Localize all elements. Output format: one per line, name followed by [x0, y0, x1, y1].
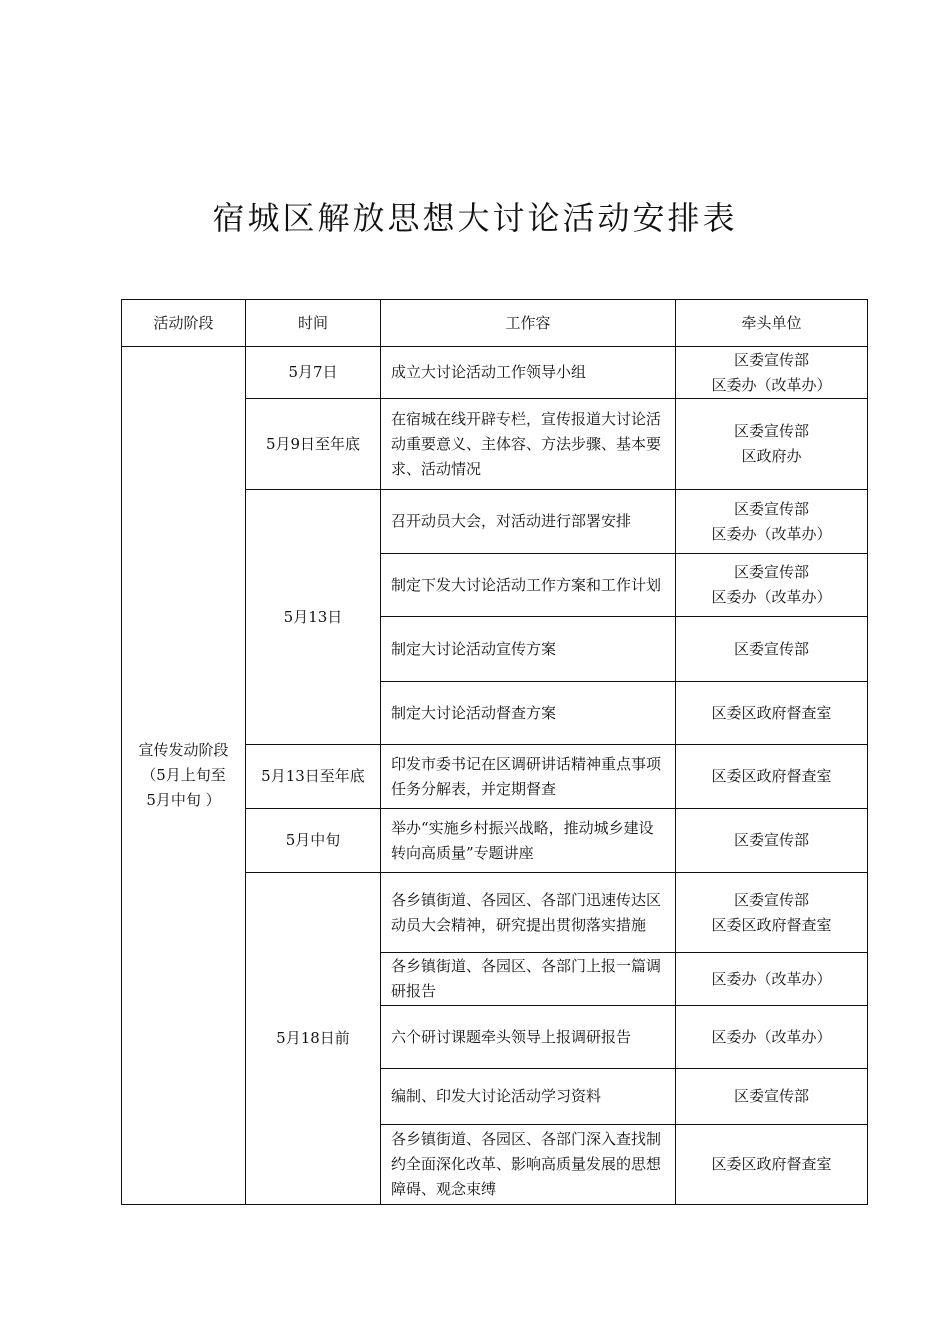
lead-unit: 区委办（改革办）: [711, 524, 832, 543]
content-cell: 各乡镇街道、各园区、各部门迅速传达区动员大会精神，研究提出贯彻落实措施: [381, 873, 676, 953]
lead-unit: 区委宣传部: [733, 639, 809, 658]
lead-cell: [676, 1069, 868, 1125]
lead-unit: 区委办（改革办）: [711, 1027, 832, 1046]
content-cell: 各乡镇街道、各园区、各部门深入查找制约全面深化改革、影响高质量发展的思想障碍、观念束缚: [381, 1125, 676, 1205]
lead-unit: 区委宣传部: [733, 499, 809, 518]
lead-cell: [676, 399, 868, 490]
lead-unit: 区委宣传部: [733, 831, 809, 849]
lead-unit: 区委宣传部: [733, 1087, 809, 1105]
table-row: [122, 347, 868, 399]
lead-unit: 区委宣传部: [733, 890, 809, 909]
content-cell: 成立大讨论活动工作领导小组: [381, 347, 676, 399]
lead-cell: [676, 347, 868, 399]
content-cell: 六个研讨课题牵头领导上报调研报告: [381, 1006, 676, 1069]
lead-cell: [676, 953, 868, 1006]
header-row: [122, 300, 868, 347]
content-cell: 在宿城在线开辟专栏，宣传报道大讨论活动重要意义、主体容、方法步骤、基本要求、活动情况: [381, 399, 676, 490]
lead-unit: 区委区政府督查室: [711, 703, 832, 722]
lead-unit: 区委区政府督查室: [711, 767, 832, 785]
lead-cell: [676, 1006, 868, 1069]
content-cell: 各乡镇街道、各园区、各部门上报一篇调研报告: [381, 953, 676, 1006]
page-title: 宿城区解放思想大讨论活动安排表: [212, 199, 738, 237]
content-cell: 制定大讨论活动督查方案: [381, 682, 676, 745]
lead-cell: [676, 1125, 868, 1205]
header-stage: 活动阶段: [122, 300, 246, 347]
stage-label-line: 5月中旬 ）: [146, 791, 221, 809]
lead-unit: 区委办（改革办）: [711, 375, 832, 394]
stage-label-line: 宣传发动阶段: [138, 741, 229, 759]
lead-cell: [676, 682, 868, 745]
header-time: 时间: [246, 300, 381, 347]
lead-unit: 区委办（改革办）: [711, 588, 832, 606]
lead-unit: 区委区政府督查室: [711, 915, 832, 934]
stage-label-line: （5月上旬至: [141, 766, 226, 784]
lead-unit: 区委区政府督查室: [711, 1155, 832, 1173]
schedule-table: [121, 299, 868, 1205]
lead-cell: [676, 809, 868, 873]
content-cell: 制定下发大讨论活动工作方案和工作计划: [381, 554, 676, 617]
time-cell: 5月9日至年底: [246, 399, 381, 490]
lead-unit: 区委办（改革办）: [711, 969, 832, 988]
header-content: 工作容: [381, 300, 676, 347]
lead-unit: 区委宣传部: [733, 350, 809, 369]
time-cell: 5月13日至年底: [246, 745, 381, 809]
content-cell: 制定大讨论活动宣传方案: [381, 617, 676, 682]
time-cell: 5月中旬: [246, 809, 381, 873]
header-lead: 牵头单位: [676, 300, 868, 347]
lead-cell: [676, 490, 868, 554]
time-cell: 5月13日: [246, 490, 381, 745]
lead-unit: 区委宣传部: [733, 422, 809, 440]
lead-unit: 区委宣传部: [733, 563, 809, 581]
lead-cell: [676, 617, 868, 682]
content-cell: 举办“实施乡村振兴战略，推动城乡建设转向高质量”专题讲座: [381, 809, 676, 873]
time-cell: 5月18日前: [246, 873, 381, 1205]
stage-cell: [122, 347, 246, 1205]
content-cell: 印发市委书记在区调研讲话精神重点事项任务分解表，并定期督查: [381, 745, 676, 809]
lead-cell: [676, 873, 868, 953]
content-cell: 编制、印发大讨论活动学习资料: [381, 1069, 676, 1125]
content-cell: 召开动员大会，对活动进行部署安排: [381, 490, 676, 554]
time-cell: 5月7日: [246, 347, 381, 399]
lead-cell: [676, 745, 868, 809]
lead-unit: 区政府办: [741, 447, 802, 465]
lead-cell: [676, 554, 868, 617]
